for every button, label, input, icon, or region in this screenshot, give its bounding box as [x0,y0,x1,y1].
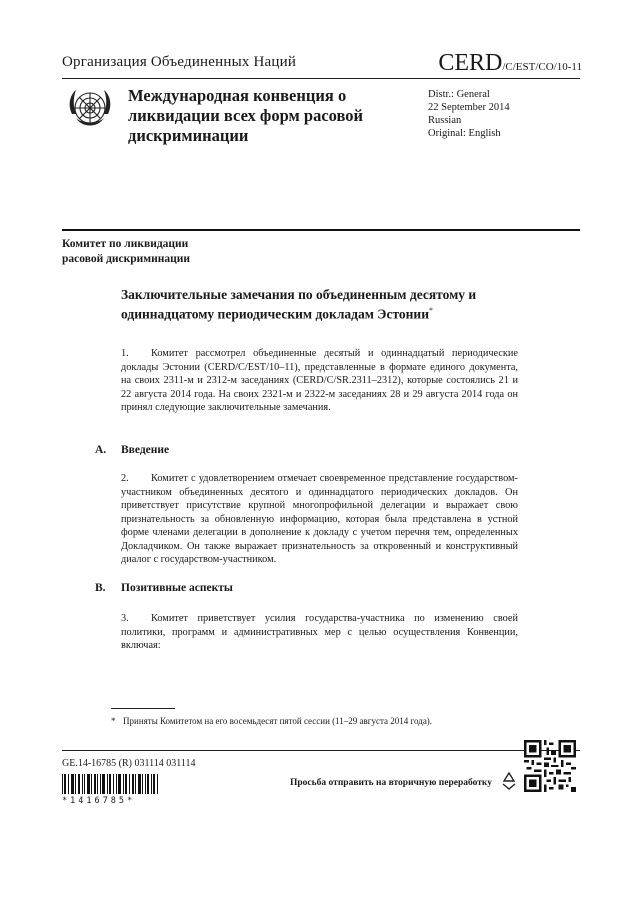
original-line: Original: English [428,128,501,139]
symbol-main: CERD [438,50,503,76]
job-number: GE.14-16785 (R) 031114 031114 [62,758,196,769]
title-footnote-mark: * [428,306,433,315]
section-b-letter: B. [95,582,106,594]
footer-rule [62,750,580,751]
recycle-icon [498,770,520,792]
paragraph-1 [121,347,518,415]
recycle-notice: Просьба отправить на вторичную переработку [290,778,492,788]
footnote-mark: * [111,716,116,726]
paragraph-text: Комитет рассмотрел объединенные десятый и одиннадцатый периодические доклады Эстонии (CERD/C/EST/10–11), представленные в формате единого документа, на своих 2311-м и 2312-м заседаниях (CERD/C/SR.2311–2312), которые состоялись 21 и 22 августа 2014 года. На своих 2321-м и 2322-м заседаниях 28 и 29 августа 2014 года он принял следующие заключительные замечания. [121,348,518,413]
paragraph-text: Комитет приветствует усилия государства-участника по изменению своей политики, программ и административных мер с целью осуществления Конвенции, включая: [121,613,518,651]
distr-line: Distr.: General [428,89,490,100]
paragraph-number: 3. [121,613,129,624]
footnote [111,716,432,726]
document-symbol [438,50,582,77]
header-rule [62,78,580,79]
paragraph-number: 1. [121,348,129,359]
committee-line-1: Комитет по ликвидации [62,238,189,250]
footnote-text: Приняты Комитетом на его восемьдесят пятой сессии (11–29 августа 2014 года). [123,716,433,726]
document-title [121,287,521,323]
barcode-text: *1416785* [62,796,136,806]
footnote-separator [111,708,175,709]
committee-name [62,237,190,267]
paragraph-number: 2. [121,473,129,484]
symbol-rest: /C/EST/CO/10-11 [502,61,582,73]
committee-line-2: расовой дискриминации [62,253,191,265]
un-emblem-icon [64,84,116,136]
barcode-icon [62,774,158,794]
language-line: Russian [428,115,462,126]
paragraph-2 [121,472,518,567]
organization-name: Организация Объединенных Наций [62,54,297,70]
document-title-text: Заключительные замечания по объединенным десятому и одиннадцатому периодическим докладам Эстонии [121,287,477,322]
distribution-block [428,88,510,140]
section-a-letter: A. [95,444,107,456]
paragraph-text: Комитет с удовлетворением отмечает своевременное представление государством-участником объединенных десятого и одиннадцатого периодических докладов. Он приветствует присутствие крупной многопрофильной делегации и выражает свою признательность за обновленную информацию, которая была представлена в устной форме членами делегации в дополнение к докладу с учетом перечня тем, определенных Докладчиком. Он также выражает признательность за откровенный и конструктивный диалог с государством-участником. [121,473,518,565]
masthead-rule [62,229,580,231]
convention-title: Международная конвенция о ликвидации всех форм расовой дискриминации [128,86,364,145]
section-b-title: Позитивные аспекты [121,582,233,594]
paragraph-3 [121,612,518,653]
section-a-title: Введение [121,444,170,456]
date-line: 22 September 2014 [428,102,510,113]
qr-code-icon [524,740,576,792]
